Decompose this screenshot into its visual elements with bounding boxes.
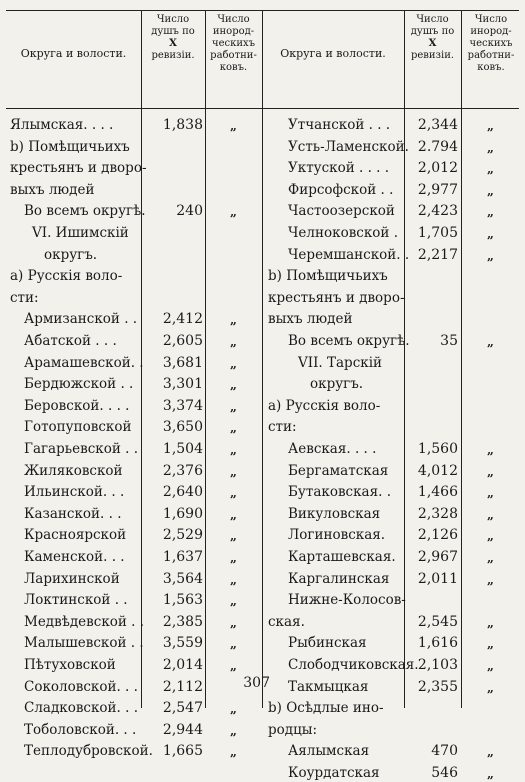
- right_rows-row-souls: 4,012: [417, 462, 458, 479]
- left_rows-row-ditto-mark: „: [230, 551, 237, 565]
- left_rows-row-souls: 1,690: [162, 505, 203, 522]
- right_rows-row-label: Во всемъ округѣ.: [288, 333, 410, 349]
- right_rows-row-label: Логиновская.: [288, 527, 386, 544]
- right_rows-row-label: b) Помѣщичьихъ: [268, 268, 388, 285]
- left_rows-row-label: Беровской. . . .: [24, 397, 130, 414]
- left_rows-row-souls: 1,838: [162, 117, 203, 133]
- right_rows-row-souls: 2,545: [417, 613, 458, 630]
- right_rows-row-label: Бергаматская: [288, 462, 389, 479]
- right_rows-row-souls: 2,967: [417, 549, 458, 565]
- left_rows-row-souls: 1,563: [162, 592, 203, 609]
- right_rows-row-souls: 546: [431, 765, 458, 781]
- right_rows-row-label: Аялымская: [288, 743, 370, 760]
- left_rows-row-souls: 3,564: [162, 570, 203, 587]
- left_rows-row-ditto-mark: „: [230, 529, 237, 544]
- header-right-name: Округа и волости.: [280, 47, 386, 60]
- left_rows-row-souls: 2,944: [162, 721, 203, 738]
- hdr-for-l1: инород-: [212, 26, 255, 37]
- hdr-souls-r3: ревизіи.: [410, 50, 455, 61]
- col-divider-5: [461, 10, 462, 708]
- left_rows-row-label: Сладковской. . .: [24, 700, 139, 717]
- right_rows-row-ditto-mark: „: [487, 227, 494, 241]
- left_rows-row-ditto-mark: „: [230, 486, 237, 501]
- hdr-for-l2: ческихъ: [211, 38, 256, 49]
- left_rows-row-souls: 2,547: [162, 700, 203, 717]
- col-divider-2: [205, 10, 206, 708]
- right_rows-row-label: Уктуской . . . .: [288, 160, 390, 177]
- left_rows-row-label: Абатской . . .: [24, 333, 117, 349]
- left_rows-row-souls: 1,637: [162, 549, 203, 565]
- left_rows-row-label: Жиляковской: [24, 462, 123, 479]
- left_rows-row-label: Каменской. . .: [24, 549, 125, 565]
- hdr-souls-l3: ревизіи.: [151, 50, 195, 61]
- left_rows-row-label: сти:: [10, 289, 39, 306]
- left_rows-row-souls: 3,681: [162, 354, 203, 371]
- right_rows-row-ditto-mark: „: [487, 551, 494, 565]
- right_rows-row-label: Слободчиковская.: [288, 657, 419, 673]
- right_rows-row-ditto-mark: „: [487, 572, 494, 587]
- left_rows-row-ditto-mark: „: [230, 637, 237, 652]
- left_rows-row-label: Соколовской. . .: [24, 678, 138, 695]
- left_rows-row-ditto-mark: „: [230, 615, 237, 630]
- left_rows-row-label: Локтинской . .: [24, 592, 128, 609]
- left_rows-row-label: Малышевской . .: [24, 635, 144, 652]
- right_rows-row-souls: 2,328: [417, 505, 458, 522]
- right_rows-row-ditto-mark: „: [487, 637, 494, 652]
- left_rows-row-label: VI. Ишимскій: [32, 225, 129, 241]
- right_rows-row-ditto-mark: „: [487, 335, 494, 349]
- hdr-for-l4: ковъ.: [219, 62, 248, 73]
- left_rows-row-foreign: 307: [243, 674, 270, 691]
- left_rows-row-souls: 3,374: [162, 397, 203, 414]
- right_rows-row-ditto-mark: „: [487, 745, 494, 760]
- left_rows-row-ditto-mark: „: [230, 507, 237, 522]
- left_rows-row-souls: 2,014: [162, 657, 203, 673]
- right_rows-row-souls: 2,423: [417, 203, 458, 220]
- hdr-souls-r0: Число: [416, 14, 449, 25]
- right_rows-row-ditto-mark: „: [487, 767, 494, 781]
- left_rows-row-label: Гагарьевской . .: [24, 441, 138, 457]
- right_rows-row-label: Утчанской . . .: [288, 117, 391, 133]
- right_rows-row-label: ская.: [268, 613, 305, 630]
- right_rows-row-souls: 2,217: [417, 246, 458, 263]
- left_rows-row-souls: 1,665: [162, 743, 203, 760]
- right_rows-row-souls: 1,616: [417, 635, 458, 652]
- right_rows-row-label: Черемшанской. .: [288, 246, 410, 263]
- right_rows-row-souls: 1,560: [417, 441, 458, 457]
- hdr-for-r1: инород-: [470, 26, 512, 37]
- left_rows-row-ditto-mark: „: [230, 443, 237, 457]
- left_rows-row-ditto-mark: „: [230, 205, 237, 220]
- hdr-souls-l2: X: [169, 38, 177, 49]
- hdr-for-r4: ковъ.: [477, 62, 505, 73]
- left_rows-row-label: Ларихинской: [24, 570, 120, 587]
- header-right-souls: [404, 14, 461, 62]
- right_rows-row-label: Коурдатская: [288, 765, 380, 781]
- right_rows-row-label: VII. Тарскій: [298, 354, 383, 371]
- right_rows-row-label: Нижне-Колосов-: [288, 592, 406, 609]
- right_rows-row-label: выхъ людей: [268, 311, 353, 328]
- left_rows-row-label: а) Русскія воло-: [10, 268, 123, 285]
- right_rows-row-label: Частоозерской: [288, 203, 395, 220]
- left_rows-row-label: выхъ людей: [10, 181, 95, 198]
- right_rows-row-label: а) Русскія воло-: [268, 397, 381, 414]
- right_rows-row-label: Каргалинская: [288, 570, 390, 587]
- right_rows-row-ditto-mark: „: [487, 615, 494, 630]
- left_rows-row-label: Пѣтуховской: [24, 657, 116, 673]
- hdr-for-l3: работни-: [210, 50, 257, 61]
- right_rows-row-label: Викуловская: [288, 505, 381, 522]
- left_rows-row-label: крестьянъ и дворо-: [10, 160, 147, 177]
- left_rows-row-label: Ялымская. . . .: [10, 117, 114, 133]
- left_rows-row-souls: 240: [176, 203, 203, 220]
- left_rows-row-label: Тоболовской. . .: [24, 721, 137, 738]
- right_rows-row-souls: 35: [440, 333, 458, 349]
- hdr-for-r3: работни-: [467, 50, 515, 61]
- left_rows-row-label: округъ.: [44, 246, 98, 263]
- right_rows-row-souls: 2,977: [417, 181, 458, 198]
- right_rows-row-souls: 2,011: [417, 570, 458, 587]
- right_rows-row-ditto-mark: „: [487, 443, 494, 457]
- left_rows-row-ditto-mark: „: [230, 378, 237, 393]
- left_rows-row-label: Теплодубровской.: [24, 743, 153, 760]
- left_rows-row-ditto-mark: „: [230, 421, 237, 436]
- hdr-souls-l1: душъ по: [151, 26, 195, 37]
- left_rows-row-souls: 1,504: [162, 441, 203, 457]
- left_rows-row-souls: 2,112: [162, 678, 203, 695]
- left_rows-row-ditto-mark: „: [230, 572, 237, 587]
- left_rows-row-ditto-mark: „: [230, 723, 237, 738]
- left_rows-row-ditto-mark: „: [230, 399, 237, 414]
- hdr-for-r0: Число: [474, 14, 508, 25]
- right_rows-row-ditto-mark: „: [487, 248, 494, 263]
- left_rows-row-souls: 3,650: [162, 419, 203, 436]
- hdr-for-l0: Число: [217, 14, 250, 25]
- right_rows-row-souls: 2,012: [417, 160, 458, 177]
- header-left-foreign: [205, 14, 262, 74]
- hdr-souls-r2: X: [428, 38, 437, 49]
- left_rows-row-ditto-mark: „: [230, 594, 237, 609]
- left_rows-row-label: Ильинской. . .: [24, 484, 125, 501]
- right_rows-row-label: Такмыцкая: [288, 678, 369, 695]
- right_rows-row-label: Карташевская.: [288, 549, 396, 565]
- left_rows-row-label: b) Помѣщичьихъ: [10, 138, 130, 155]
- right_rows-row-label: Рыбинская: [288, 635, 367, 652]
- right_rows-row-souls: 470: [431, 743, 458, 760]
- left_rows-row-souls: 2,605: [162, 333, 203, 349]
- header-left-souls: [141, 14, 205, 62]
- right_rows-row-label: b) Осѣдлые ино-: [268, 700, 384, 717]
- left_rows-row-label: Арамашевской. .: [24, 354, 144, 371]
- left_rows-row-ditto-mark: „: [230, 745, 237, 760]
- hdr-souls-r1: душъ по: [410, 26, 455, 37]
- header-left-name: Округа и волости.: [20, 47, 127, 60]
- right_rows-row-ditto-mark: „: [487, 464, 494, 479]
- right_rows-row-label: крестьянъ и дворо-: [268, 289, 405, 306]
- left_rows-row-ditto-mark: „: [230, 464, 237, 479]
- header-right-foreign: [461, 14, 521, 74]
- right_rows-row-souls: 1,705: [417, 225, 458, 241]
- col-divider-center: [262, 10, 263, 708]
- left_rows-row-souls: 3,559: [162, 635, 203, 652]
- right_rows-row-ditto-mark: „: [487, 183, 494, 198]
- right_rows-row-souls: 2,126: [417, 527, 458, 544]
- right_rows-row-ditto-mark: „: [487, 119, 494, 133]
- right_rows-row-ditto-mark: „: [487, 680, 494, 695]
- right_rows-row-label: Аевская. . . .: [288, 441, 377, 457]
- left_rows-row-label: Армизанской . .: [24, 311, 138, 328]
- right_rows-row-souls: 2,344: [417, 117, 458, 133]
- right_rows-row-label: Бутаковская. .: [288, 484, 391, 501]
- right_rows-row-ditto-mark: „: [487, 205, 494, 220]
- right_rows-row-ditto-mark: „: [487, 486, 494, 501]
- left_rows-row-ditto-mark: „: [230, 659, 237, 673]
- left_rows-row-ditto-mark: „: [230, 356, 237, 371]
- right_rows-row-souls: 2,103: [417, 657, 458, 673]
- right_rows-row-ditto-mark: „: [487, 162, 494, 177]
- left_rows-row-label: Казанской. . .: [24, 505, 122, 522]
- left_rows-row-ditto-mark: „: [230, 119, 237, 133]
- right_rows-row-label: Челноковской .: [288, 225, 398, 241]
- right_rows-row-ditto-mark: „: [487, 529, 494, 544]
- right_rows-row-ditto-mark: „: [487, 659, 494, 673]
- left_rows-row-souls: 2,376: [162, 462, 203, 479]
- left_rows-row-souls: 2,385: [162, 613, 203, 630]
- right_rows-row-label: Усть-Ламенской.: [288, 138, 409, 155]
- right_rows-row-label: Фирсофской . .: [288, 181, 394, 198]
- left_rows-row-label: Медвѣдевской . .: [24, 613, 145, 630]
- right_rows-row-ditto-mark: „: [487, 140, 494, 155]
- left_rows-row-label: Бердюжской . .: [24, 376, 134, 393]
- hdr-souls-l0: Число: [156, 14, 190, 25]
- right_rows-row-label: сти:: [268, 419, 297, 436]
- left_rows-row-label: Во всемъ округѣ.: [24, 203, 146, 220]
- left_rows-row-souls: 3,301: [162, 376, 203, 393]
- left_rows-row-souls: 2,529: [162, 527, 203, 544]
- left_rows-row-ditto-mark: „: [230, 335, 237, 349]
- right_rows-row-souls: 1,466: [417, 484, 458, 501]
- right_rows-row-souls: 2,355: [417, 678, 458, 695]
- left_rows-row-label: Красноярской: [24, 527, 127, 544]
- right_rows-row-label: округъ.: [310, 376, 364, 393]
- left_rows-row-ditto-mark: „: [230, 702, 237, 717]
- left_rows-row-ditto-mark: „: [230, 313, 237, 328]
- right_rows-row-label: родцы:: [268, 721, 318, 738]
- hdr-for-r2: ческихъ: [469, 38, 513, 49]
- right_rows-row-ditto-mark: „: [487, 507, 494, 522]
- left_rows-row-label: Готопуповской: [24, 419, 132, 436]
- left_rows-row-souls: 2,640: [162, 484, 203, 501]
- right_rows-row-souls: 2.794: [417, 138, 458, 155]
- left_rows-row-souls: 2,412: [162, 311, 203, 328]
